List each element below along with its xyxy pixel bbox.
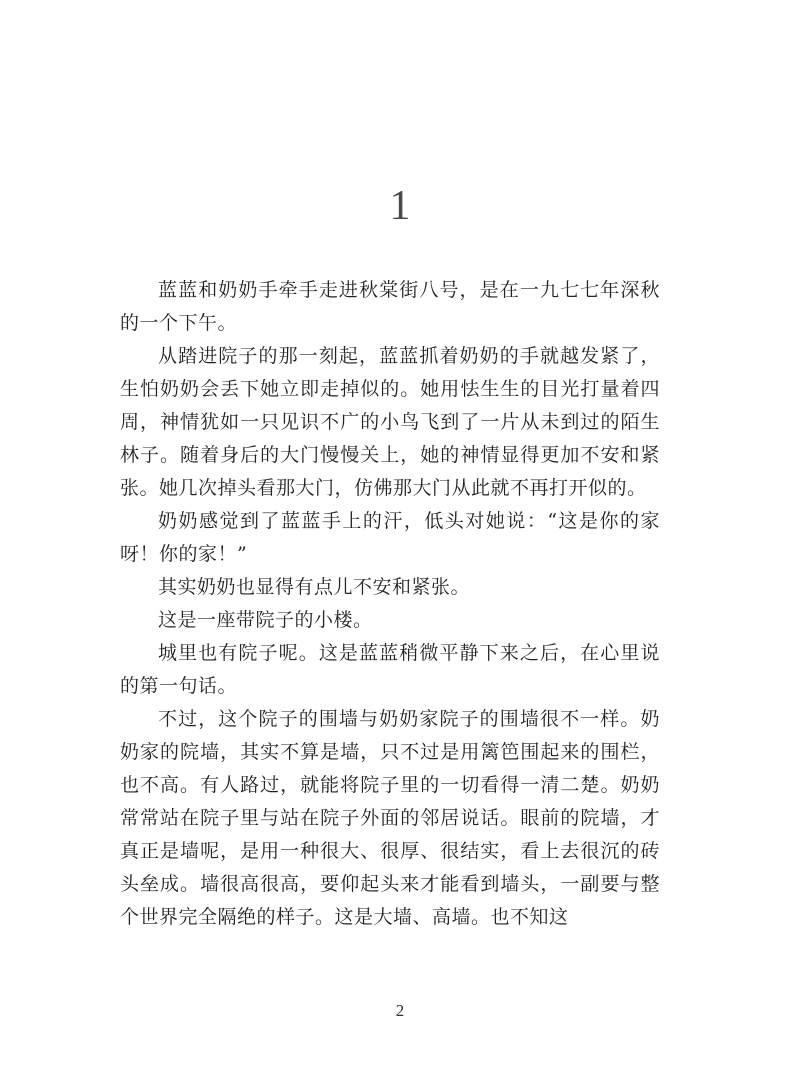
paragraph: 其实奶奶也显得有点儿不安和紧张。 xyxy=(158,576,471,598)
paragraph: 这是一座带院子的小楼。 xyxy=(158,609,373,631)
paragraph: 从踏进院子的那一刻起，蓝蓝抓着奶奶的手就越发紧了，生怕奶奶会丢下她立即走掉似的。她用怯生生的目光打量着四周，神情犹如一只见识不广的小鸟飞到了一片从未到过的陌生林子。随着身后的大门慢慢关上，她的神情显得更加不安和紧张。她几次掉头看那大门，仿佛那大门从此就不再打开似的。 xyxy=(120,345,660,499)
paragraph: 蓝蓝和奶奶手牵手走进秋棠街八号，是在一九七七年深秋的一个下午。 xyxy=(120,279,660,334)
page-number: 2 xyxy=(395,1001,405,1020)
chapter-number: 1 xyxy=(389,183,411,229)
paragraph: 奶奶感觉到了蓝蓝手上的汗，低头对她说：“这是你的家呀！你的家！” xyxy=(120,510,660,565)
paragraph: 不过，这个院子的围墙与奶奶家院子的围墙很不一样。奶奶家的院墙，其实不算是墙，只不过是用篱笆围起来的围栏，也不高。有人路过，就能将院子里的一切看得一清二楚。奶奶常常站在院子里与站在院子外面的邻居说话。眼前的院墙，才真正是墙呢，是用一种很大、很厚、很结实，看上去很沉的砖头垒成。墙很高很高，要仰起头来才能看到墙头，一副要与整个世界完全隔绝的样子。这是大墙、高墙。也不知这 xyxy=(120,708,660,928)
paragraph: 城里也有院子呢。这是蓝蓝稍微平静下来之后，在心里说的第一句话。 xyxy=(120,642,660,697)
body-text xyxy=(120,274,660,934)
